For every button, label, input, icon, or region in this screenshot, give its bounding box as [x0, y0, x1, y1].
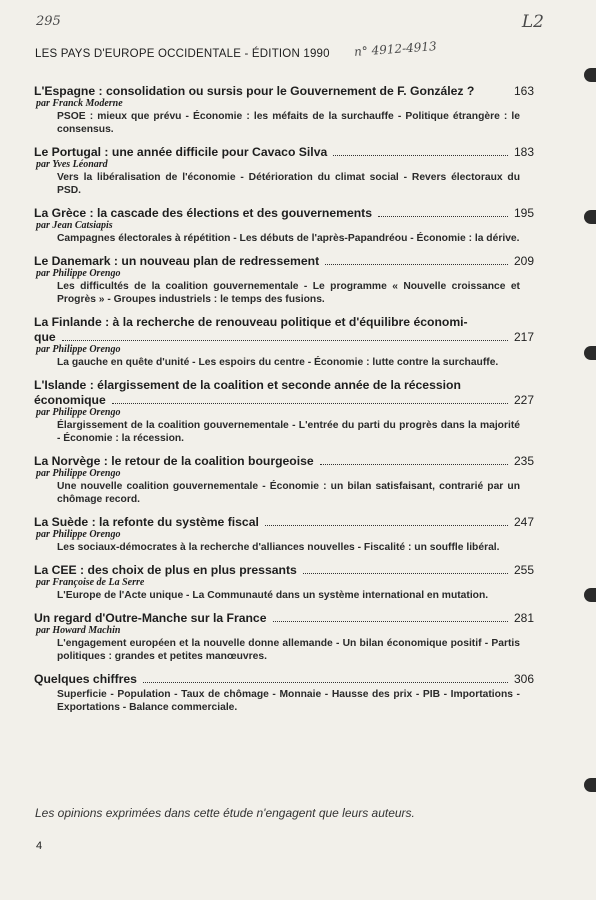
entry-title-line2: économique [34, 393, 106, 407]
entry-author: par Philippe Orengo [36, 468, 121, 479]
entry-page-number: 306 [513, 672, 534, 686]
dot-leader [273, 621, 508, 622]
page-number: 4 [36, 840, 43, 852]
entry-page-number: 255 [513, 563, 534, 577]
running-header: LES PAYS D'EUROPE OCCIDENTALE - ÉDITION 1990 [35, 48, 330, 60]
entry-author: par Philippe Orengo [36, 268, 121, 279]
handwritten-note-top-left: 295 [36, 14, 61, 29]
toc-entry-finlande [34, 315, 534, 369]
toc-entry-danemark [34, 254, 534, 306]
entry-title-line2: que [34, 330, 56, 344]
entry-title-line1: L'Islande : élargissement de la coalition et seconde année de la récession [34, 378, 461, 392]
dot-leader [303, 573, 508, 574]
binder-hole-mark [584, 588, 596, 602]
toc-entry-islande [34, 378, 534, 445]
dot-leader [378, 216, 508, 217]
entry-page-number: 281 [513, 611, 534, 625]
toc-entry-france [34, 611, 534, 663]
dot-leader [265, 525, 508, 526]
entry-summary: Élargissement de la coalition gouvernementale - L'entrée du parti du progrès dans la majorité - Économie : la récession. [57, 420, 520, 444]
entry-page-number: 163 [513, 84, 534, 98]
entry-author: par Jean Catsiapis [36, 220, 113, 231]
dot-leader [320, 464, 508, 465]
entry-author: par Philippe Orengo [36, 529, 121, 540]
entry-author: par Franck Moderne [36, 98, 123, 109]
entry-title: La CEE : des choix de plus en plus pressants [34, 563, 297, 577]
entry-summary: Les difficultés de la coalition gouvernementale - Le programme « Nouvelle croissance et Progrès » - Groupes industriels : le temps des fusions. [57, 281, 520, 305]
toc-entry-chiffres [34, 672, 534, 714]
entry-page-number: 235 [513, 454, 534, 468]
toc-entry-portugal [34, 145, 534, 197]
toc-entry-grece [34, 206, 534, 245]
dot-leader [143, 682, 508, 683]
entry-summary: Une nouvelle coalition gouvernementale - Économie : un bilan satisfaisant, contrarié par un chômage record. [57, 481, 520, 505]
toc-entry-suede [34, 515, 534, 554]
toc-entry-norvege [34, 454, 534, 506]
toc-entry-cee [34, 563, 534, 602]
entry-title: Un regard d'Outre-Manche sur la France [34, 611, 267, 625]
entry-summary: Vers la libéralisation de l'économie - Détérioration du climat social - Revers électoraux du PSD. [57, 172, 520, 196]
entry-page-number: 247 [513, 515, 534, 529]
entry-page-number: 195 [513, 206, 534, 220]
disclaimer-note: Les opinions exprimées dans cette étude n'engagent que leurs auteurs. [35, 806, 415, 820]
entry-summary: Campagnes électorales à répétition - Les débuts de l'après-Papandréou - Économie : la dérive. [57, 233, 520, 244]
entry-title: Le Portugal : une année difficile pour Cavaco Silva [34, 145, 328, 159]
entry-page-number: 183 [513, 145, 534, 159]
entry-title: Le Danemark : un nouveau plan de redressement [34, 254, 320, 268]
entry-title: La Suède : la refonte du système fiscal [34, 515, 259, 529]
table-of-contents [34, 84, 534, 723]
entry-title: La Grèce : la cascade des élections et des gouvernements [34, 206, 373, 220]
entry-page-number: 209 [513, 254, 534, 268]
binder-hole-mark [584, 210, 596, 224]
dot-leader [112, 403, 508, 404]
entry-summary: L'Europe de l'Acte unique - La Communauté dans un système international en mutation. [57, 590, 489, 601]
entry-author: par Howard Machin [36, 625, 121, 636]
entry-author: par Philippe Orengo [36, 407, 121, 418]
binder-hole-mark [584, 346, 596, 360]
handwritten-note-reference: n° 4912-4913 [353, 39, 438, 59]
entry-title-line1: La Finlande : à la recherche de renouveau politique et d'équilibre économi- [34, 315, 468, 329]
entry-summary: La gauche en quête d'unité - Les espoirs du centre - Économie : lutte contre la surchauffe. [57, 357, 499, 368]
entry-summary: Superficie - Population - Taux de chômage - Monnaie - Hausse des prix - PIB - Importations - Exportations - Balance commerciale. [57, 689, 520, 713]
entry-author: par Yves Léonard [36, 159, 108, 170]
entry-author: par Françoise de La Serre [36, 577, 145, 588]
entry-page-number: 217 [513, 330, 534, 344]
handwritten-note-top-right: L2 [521, 12, 544, 32]
entry-summary: PSOE : mieux que prévu - Économie : les méfaits de la surchauffe - Politique étrangère : le consensus. [57, 111, 520, 135]
binder-hole-mark [584, 68, 596, 82]
toc-entry-espagne [34, 84, 534, 136]
dot-leader [333, 155, 508, 156]
entry-summary: Les sociaux-démocrates à la recherche d'alliances nouvelles - Fiscalité : un souffle libéral. [57, 542, 500, 553]
entry-author: par Philippe Orengo [36, 344, 121, 355]
entry-page-number: 227 [513, 393, 534, 407]
dot-leader [62, 340, 508, 341]
entry-title: L'Espagne : consolidation ou sursis pour le Gouvernement de F. González ? [34, 84, 475, 98]
entry-summary: L'engagement européen et la nouvelle donne allemande - Un bilan économique positif - Partis politiques : grandes et petites manœuvres. [57, 638, 520, 662]
entry-title: La Norvège : le retour de la coalition bourgeoise [34, 454, 314, 468]
binder-hole-mark [584, 778, 596, 792]
entry-title: Quelques chiffres [34, 672, 137, 686]
dot-leader [325, 264, 508, 265]
